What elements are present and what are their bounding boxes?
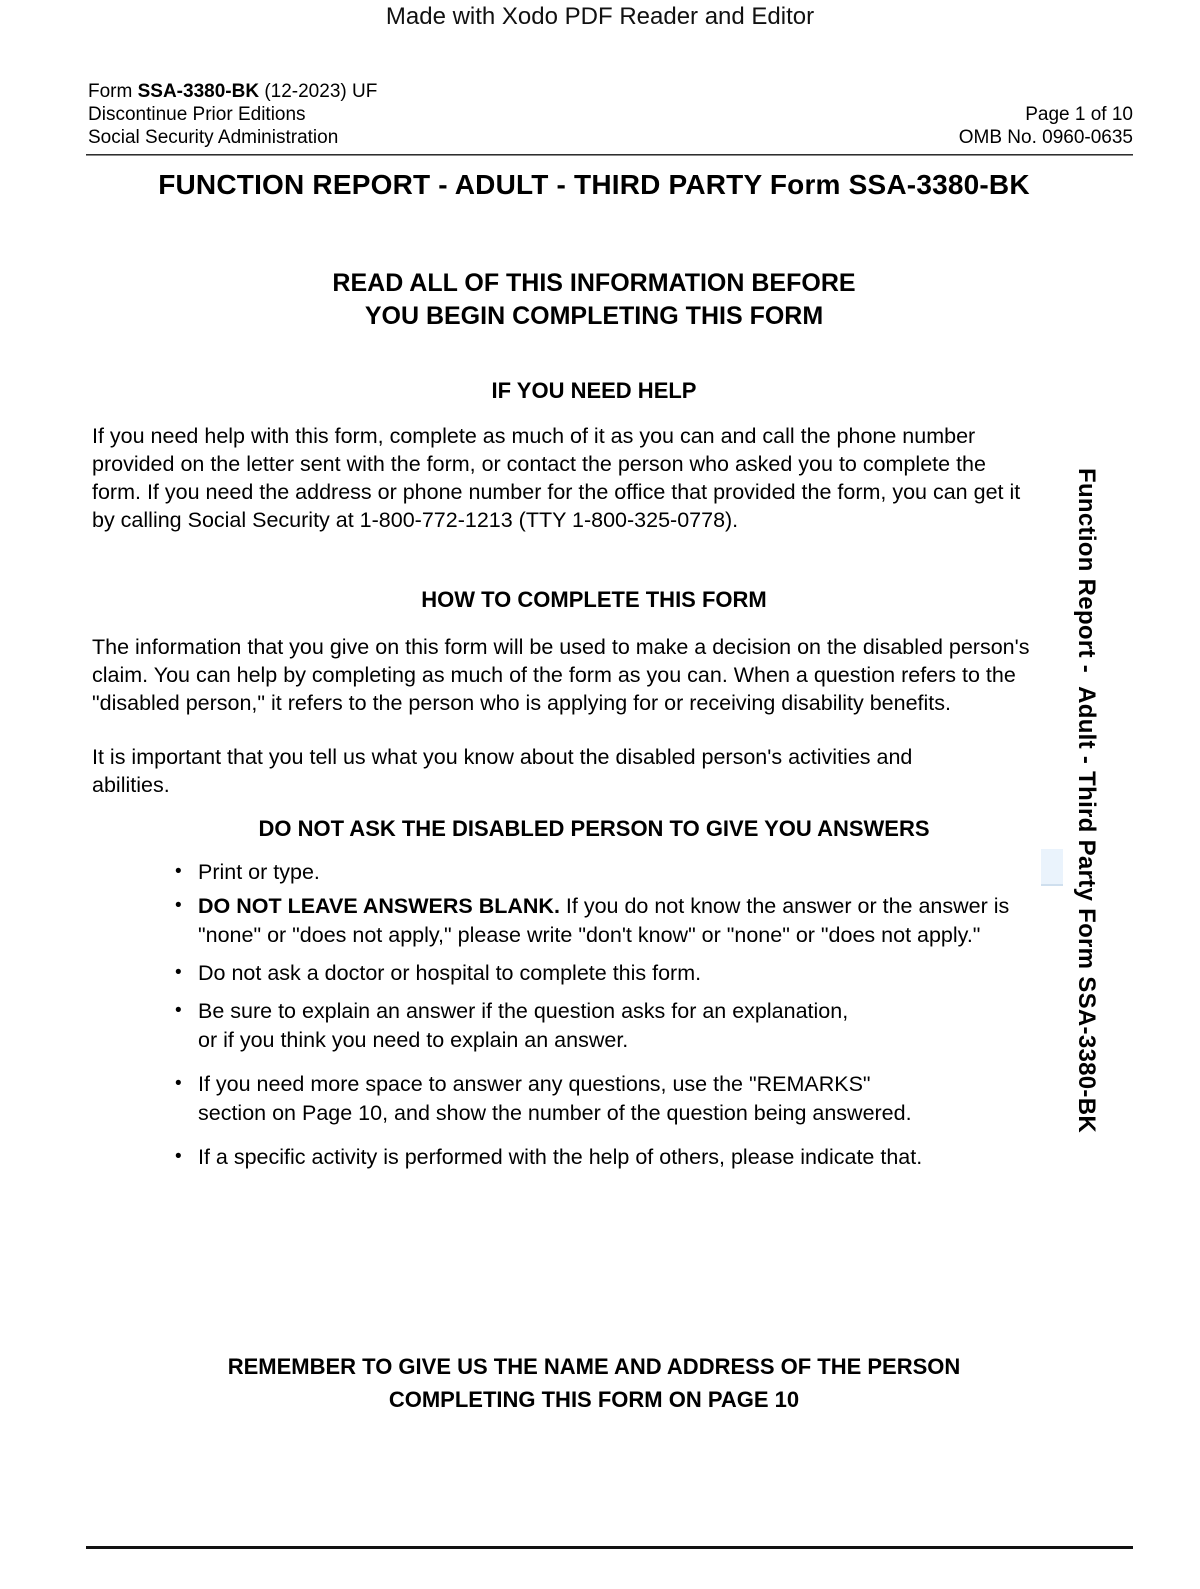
form-number: SSA-3380-BK bbox=[137, 81, 260, 102]
help-body: If you need help with this form, complete as much of it as you can and call the phone number provided on the letter sent with the form, or contact the person who asked you to complete the form. If you need the address or phone number for the office that provided the form, you can get it by calling Social Security at 1-800-772-1213 (TTY 1-800-325-0778). bbox=[92, 424, 1021, 532]
list-item bbox=[175, 892, 1035, 950]
instructions-heading: DO NOT ASK THE DISABLED PERSON TO GIVE YOU ANSWERS bbox=[258, 816, 930, 841]
list-item bbox=[175, 1143, 1035, 1172]
page-title: FUNCTION REPORT - ADULT - THIRD PARTY Form SSA-3380-BK bbox=[158, 169, 1030, 200]
read-banner-line2: YOU BEGIN COMPLETING THIS FORM bbox=[364, 302, 824, 330]
bullet-text: Do not ask a doctor or hospital to complete this form. bbox=[198, 961, 702, 985]
reminder-line2: COMPLETING THIS FORM ON PAGE 10 bbox=[388, 1387, 800, 1412]
form-header-left bbox=[88, 80, 377, 149]
form-header bbox=[88, 80, 1133, 149]
form-prefix: Form bbox=[88, 81, 138, 102]
form-suffix: (12-2023) UF bbox=[259, 81, 378, 102]
form-number-line bbox=[88, 80, 377, 103]
bullet-text-line1: • Be sure to explain an answer if the question asks for an explanation, bbox=[198, 999, 849, 1023]
bullet-bold-lead: DO NOT LEAVE ANSWERS BLANK. bbox=[198, 894, 560, 918]
bullet-text-line2: section on Page 10, and show the number of the question being answered. bbox=[198, 1101, 912, 1125]
reminder-banner bbox=[88, 1350, 1100, 1416]
omb-number: OMB No. 0960-0635 bbox=[958, 127, 1133, 148]
form-field-highlight[interactable] bbox=[1041, 849, 1063, 886]
list-item bbox=[175, 1070, 1035, 1128]
list-item bbox=[175, 997, 1035, 1055]
sidebar-vertical-title: Function Report - Adult - Third Party Form SSA-3380-BK bbox=[1073, 468, 1100, 1133]
how-body-1: The information that you give on this form will be used to make a decision on the disabled person's claim. You can help by completing as much of the form as you can. When a question refers to the "disabled person," it refers to the person who is applying for or receiving disability benefits. bbox=[92, 635, 1030, 715]
bullet-text: If you do not know the answer or the answer is "none" or "does not apply," please write "don't know" or "none" or "does not apply." bbox=[198, 894, 1010, 947]
form-header-right bbox=[959, 103, 1133, 149]
read-banner bbox=[88, 267, 1100, 333]
how-body-2-line1: It is important that you tell us what you know about the disabled person's activities and bbox=[92, 745, 913, 769]
help-heading: IF YOU NEED HELP bbox=[491, 378, 697, 403]
bullet-text: Print or type. bbox=[198, 860, 320, 884]
watermark-text: Made with Xodo PDF Reader and Editor bbox=[385, 3, 815, 30]
bullet-text-line1: • If you need more space to answer any questions, use the "REMARKS" bbox=[198, 1072, 871, 1096]
instructions-list bbox=[175, 858, 1035, 1172]
bullet-text: If a specific activity is performed with the help of others, please indicate that. bbox=[198, 1145, 923, 1169]
bottom-divider bbox=[86, 1546, 1133, 1549]
how-body-2 bbox=[92, 743, 1038, 799]
list-item bbox=[175, 858, 1035, 887]
how-body-2-line2: abilities. bbox=[92, 773, 170, 797]
header-divider bbox=[86, 154, 1133, 156]
list-item bbox=[175, 959, 1035, 988]
how-heading: HOW TO COMPLETE THIS FORM bbox=[421, 587, 767, 612]
discontinue-line: Discontinue Prior Editions bbox=[88, 104, 306, 125]
agency-line: Social Security Administration bbox=[88, 127, 339, 148]
page-indicator: Page 1 of 10 bbox=[1025, 104, 1133, 125]
bullet-text-line2: or if you think you need to explain an answer. bbox=[198, 1028, 629, 1052]
read-banner-line1: READ ALL OF THIS INFORMATION BEFORE bbox=[332, 269, 856, 297]
reminder-line1: REMEMBER TO GIVE US THE NAME AND ADDRESS OF THE PERSON bbox=[227, 1354, 961, 1379]
